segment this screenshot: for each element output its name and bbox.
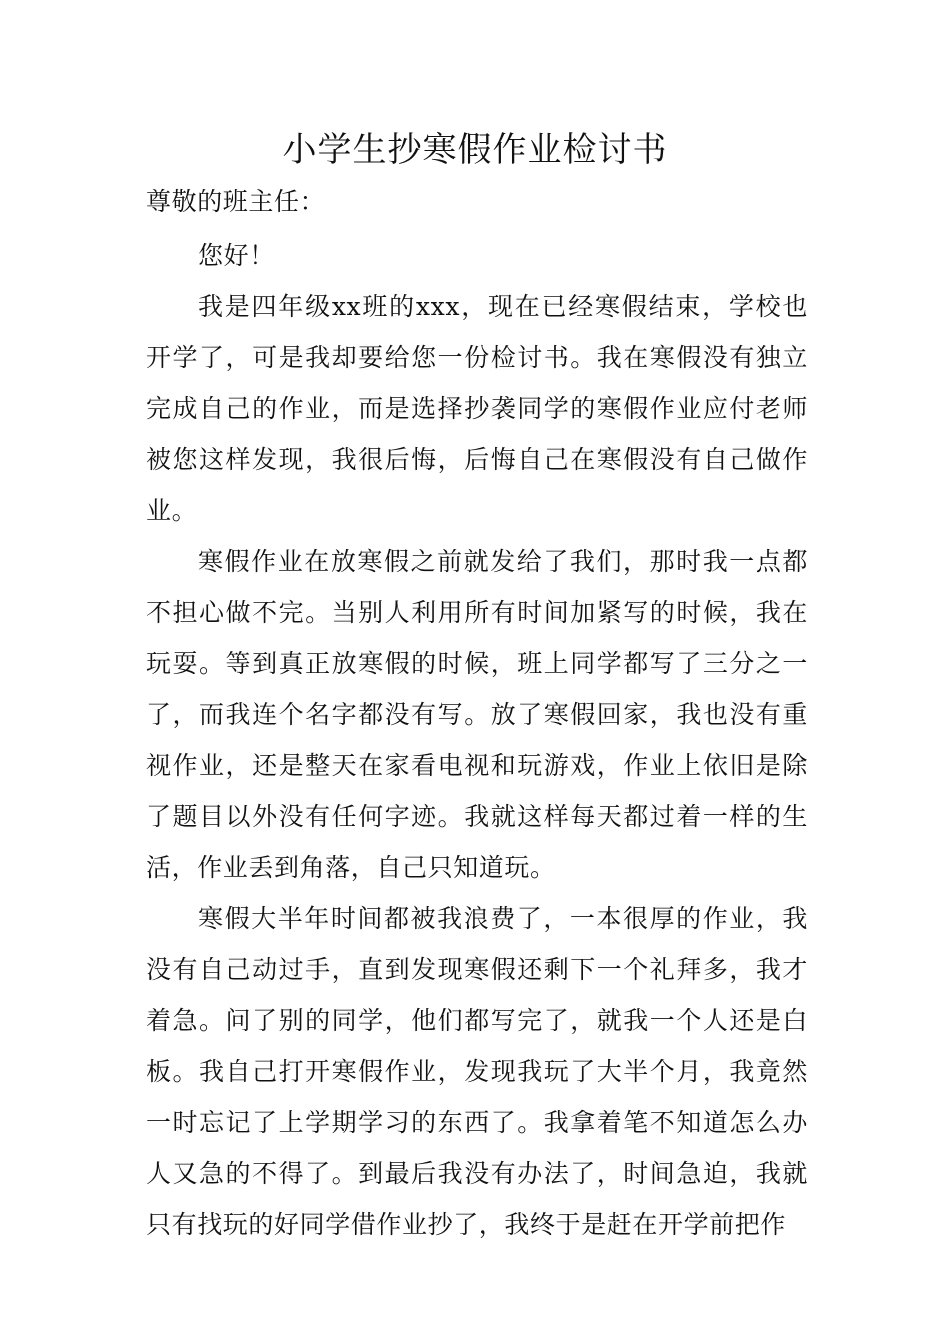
salutation: 尊敬的班主任：	[146, 187, 326, 216]
document-body	[146, 176, 808, 1250]
paragraph-2: 寒假作业在放寒假之前就发给了我们，那时我一点都不担心做不完。当别人利用所有时间加紧写的时候，我在玩耍。等到真正放寒假的时候，班上同学都写了三分之一了，而我连个名字都没有写。放了寒假回家，我也没有重视作业，还是整天在家看电视和玩游戏，作业上依旧是除了题目以外没有任何字迹。我就这样每天都过着一样的生活，作业丢到角落，自己只知道玩。	[146, 547, 808, 882]
greeting: 您好！	[198, 241, 275, 270]
paragraph-1: 我是四年级xx班的xxx，现在已经寒假结束，学校也开学了，可是我却要给您一份检讨书。我在寒假没有独立完成自己的作业，而是选择抄袭同学的寒假作业应付老师被您这样发现，我很后悔，后悔自己在寒假没有自己做作业。	[146, 292, 808, 525]
paragraph-3: 寒假大半年时间都被我浪费了，一本很厚的作业，我没有自己动过手，直到发现寒假还剩下一个礼拜多，我才着急。问了别的同学，他们都写完了，就我一个人还是白板。我自己打开寒假作业，发现我玩了大半个月，我竟然一时忘记了上学期学习的东西了。我拿着笔不知道怎么办人又急的不得了。到最后我没有办法了，时间急迫，我就只有找玩的好同学借作业抄了，我终于是赶在开学前把作	[146, 904, 808, 1239]
document-title: 小学生抄寒假作业检讨书	[282, 130, 668, 170]
